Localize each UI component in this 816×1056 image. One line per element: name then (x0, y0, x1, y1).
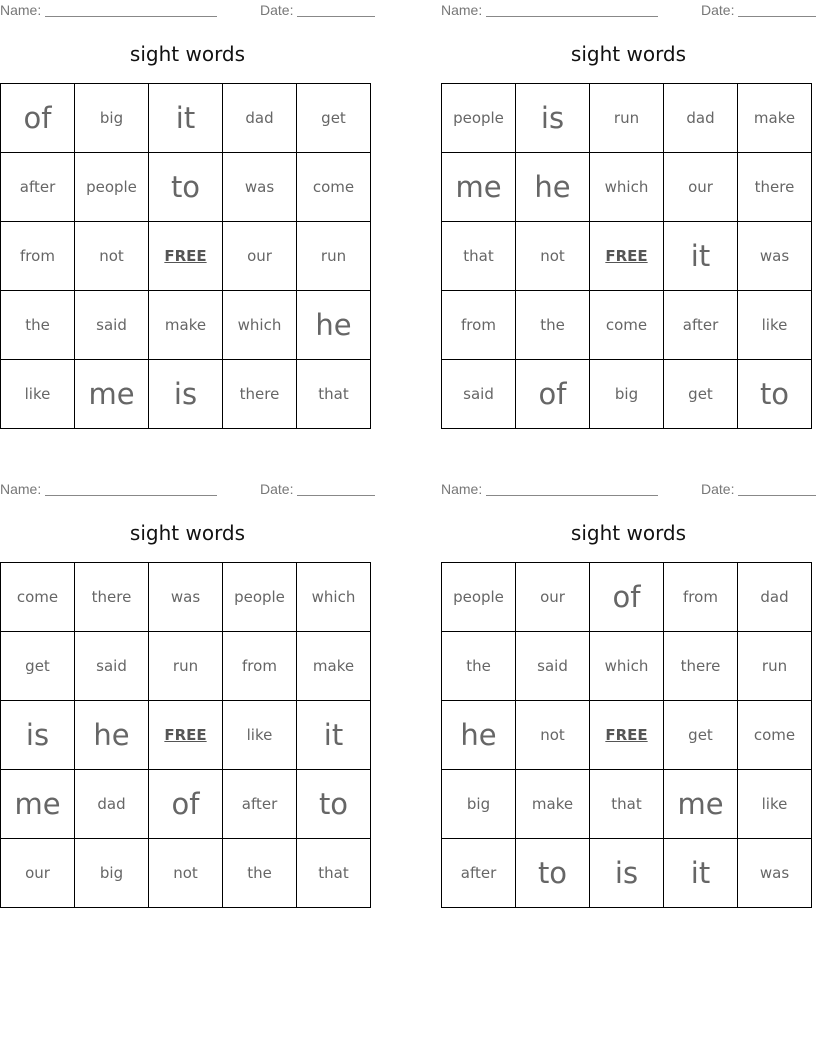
grid-row (1, 701, 371, 770)
grid-row (442, 291, 812, 360)
word-cell[interactable]: big (590, 360, 664, 429)
name-date-header (0, 481, 375, 499)
grid-row (442, 222, 812, 291)
word-cell[interactable]: not (149, 839, 223, 908)
word-cell[interactable]: make (149, 291, 223, 360)
card-title: sight words (129, 521, 246, 545)
name-blank[interactable] (486, 16, 658, 17)
bingo-grid (0, 83, 371, 429)
free-space-cell[interactable]: FREE (590, 222, 664, 291)
word-cell[interactable]: me (1, 770, 75, 839)
word-cell[interactable]: is (590, 839, 664, 908)
word-cell[interactable]: that (442, 222, 516, 291)
word-cell[interactable]: run (738, 632, 812, 701)
grid-row (442, 153, 812, 222)
word-cell[interactable]: dad (75, 770, 149, 839)
name-date-header (0, 2, 375, 20)
word-cell[interactable]: me (664, 770, 738, 839)
word-cell[interactable]: he (516, 153, 590, 222)
word-cell[interactable]: not (516, 701, 590, 770)
word-cell[interactable]: was (223, 153, 297, 222)
word-cell[interactable]: to (738, 360, 812, 429)
word-cell[interactable]: dad (223, 84, 297, 153)
grid-row (1, 291, 371, 360)
grid-row (1, 632, 371, 701)
name-blank[interactable] (486, 495, 658, 496)
grid-row (442, 84, 812, 153)
word-cell[interactable]: like (1, 360, 75, 429)
free-space-cell[interactable]: FREE (590, 701, 664, 770)
word-cell[interactable]: of (516, 360, 590, 429)
word-cell[interactable]: said (442, 360, 516, 429)
grid-row (442, 701, 812, 770)
word-cell[interactable]: which (297, 563, 371, 632)
word-cell[interactable]: which (223, 291, 297, 360)
word-cell[interactable]: like (738, 291, 812, 360)
name-blank[interactable] (45, 16, 217, 17)
word-cell[interactable]: it (664, 222, 738, 291)
word-cell[interactable]: run (149, 632, 223, 701)
word-cell[interactable]: he (442, 701, 516, 770)
word-cell[interactable]: there (75, 563, 149, 632)
word-cell[interactable]: to (516, 839, 590, 908)
word-cell[interactable]: that (297, 839, 371, 908)
bingo-grid (441, 562, 812, 908)
grid-row (442, 563, 812, 632)
word-cell[interactable]: there (223, 360, 297, 429)
word-cell[interactable]: come (738, 701, 812, 770)
word-cell[interactable]: it (149, 84, 223, 153)
date-label: Date: (260, 481, 294, 497)
date-label: Date: (701, 481, 735, 497)
word-cell[interactable]: our (664, 153, 738, 222)
word-cell[interactable]: is (516, 84, 590, 153)
word-cell[interactable]: of (590, 563, 664, 632)
word-cell[interactable]: make (297, 632, 371, 701)
word-cell[interactable]: dad (664, 84, 738, 153)
word-cell[interactable]: said (75, 632, 149, 701)
word-cell[interactable]: not (516, 222, 590, 291)
word-cell[interactable]: big (75, 839, 149, 908)
word-cell[interactable]: he (297, 291, 371, 360)
grid-row (1, 839, 371, 908)
word-cell[interactable]: the (223, 839, 297, 908)
word-cell[interactable]: after (664, 291, 738, 360)
word-cell[interactable]: after (223, 770, 297, 839)
word-cell[interactable]: it (297, 701, 371, 770)
word-cell[interactable]: to (149, 153, 223, 222)
word-cell[interactable]: was (738, 839, 812, 908)
word-cell[interactable]: after (442, 839, 516, 908)
word-cell[interactable]: make (516, 770, 590, 839)
grid-row (1, 770, 371, 839)
date-blank[interactable] (738, 495, 816, 496)
word-cell[interactable]: it (664, 839, 738, 908)
word-cell[interactable]: like (223, 701, 297, 770)
word-cell[interactable]: run (297, 222, 371, 291)
word-cell[interactable]: from (664, 563, 738, 632)
word-cell[interactable]: come (1, 563, 75, 632)
word-cell[interactable]: of (149, 770, 223, 839)
word-cell[interactable]: get (1, 632, 75, 701)
word-cell[interactable]: of (1, 84, 75, 153)
name-label: Name: (441, 2, 483, 18)
word-cell[interactable]: that (297, 360, 371, 429)
date-blank[interactable] (297, 16, 375, 17)
grid-row (442, 632, 812, 701)
word-cell[interactable]: people (442, 563, 516, 632)
word-cell[interactable]: people (442, 84, 516, 153)
name-label: Name: (441, 481, 483, 497)
free-space-cell[interactable]: FREE (149, 701, 223, 770)
word-cell[interactable]: get (664, 360, 738, 429)
name-blank[interactable] (45, 495, 217, 496)
word-cell[interactable]: our (516, 563, 590, 632)
card-title: sight words (570, 521, 687, 545)
name-date-header (441, 2, 816, 20)
word-cell[interactable]: people (223, 563, 297, 632)
word-cell[interactable]: is (149, 360, 223, 429)
word-cell[interactable]: he (75, 701, 149, 770)
date-label: Date: (701, 2, 735, 18)
word-cell[interactable]: said (516, 632, 590, 701)
bingo-grid (0, 562, 371, 908)
word-cell[interactable]: was (149, 563, 223, 632)
grid-row (442, 360, 812, 429)
word-cell[interactable]: said (75, 291, 149, 360)
word-cell[interactable]: like (738, 770, 812, 839)
name-date-header (441, 481, 816, 499)
word-cell[interactable]: the (442, 632, 516, 701)
word-cell[interactable]: the (1, 291, 75, 360)
word-cell[interactable]: run (590, 84, 664, 153)
grid-row (1, 222, 371, 291)
word-cell[interactable]: dad (738, 563, 812, 632)
word-cell[interactable]: which (590, 632, 664, 701)
date-label: Date: (260, 2, 294, 18)
word-cell[interactable]: there (664, 632, 738, 701)
card-title: sight words (129, 42, 246, 66)
card-title: sight words (570, 42, 687, 66)
word-cell[interactable]: which (590, 153, 664, 222)
date-blank[interactable] (297, 495, 375, 496)
word-cell[interactable]: to (297, 770, 371, 839)
date-blank[interactable] (738, 16, 816, 17)
word-cell[interactable]: from (442, 291, 516, 360)
word-cell[interactable]: make (738, 84, 812, 153)
name-label: Name: (0, 481, 42, 497)
word-cell[interactable]: is (1, 701, 75, 770)
free-space-cell[interactable]: FREE (149, 222, 223, 291)
word-cell[interactable]: there (738, 153, 812, 222)
word-cell[interactable]: was (738, 222, 812, 291)
word-cell[interactable]: get (664, 701, 738, 770)
grid-row (1, 84, 371, 153)
word-cell[interactable]: come (590, 291, 664, 360)
word-cell[interactable]: that (590, 770, 664, 839)
word-cell[interactable]: come (297, 153, 371, 222)
word-cell[interactable]: big (442, 770, 516, 839)
word-cell[interactable]: from (223, 632, 297, 701)
bingo-grid (441, 83, 812, 429)
word-cell[interactable]: big (75, 84, 149, 153)
word-cell[interactable]: our (223, 222, 297, 291)
word-cell[interactable]: not (75, 222, 149, 291)
grid-row (442, 770, 812, 839)
word-cell[interactable]: get (297, 84, 371, 153)
word-cell[interactable]: the (516, 291, 590, 360)
word-cell[interactable]: after (1, 153, 75, 222)
grid-row (1, 563, 371, 632)
word-cell[interactable]: our (1, 839, 75, 908)
word-cell[interactable]: people (75, 153, 149, 222)
word-cell[interactable]: me (442, 153, 516, 222)
word-cell[interactable]: from (1, 222, 75, 291)
grid-row (1, 153, 371, 222)
word-cell[interactable]: me (75, 360, 149, 429)
grid-row (1, 360, 371, 429)
name-label: Name: (0, 2, 42, 18)
grid-row (442, 839, 812, 908)
